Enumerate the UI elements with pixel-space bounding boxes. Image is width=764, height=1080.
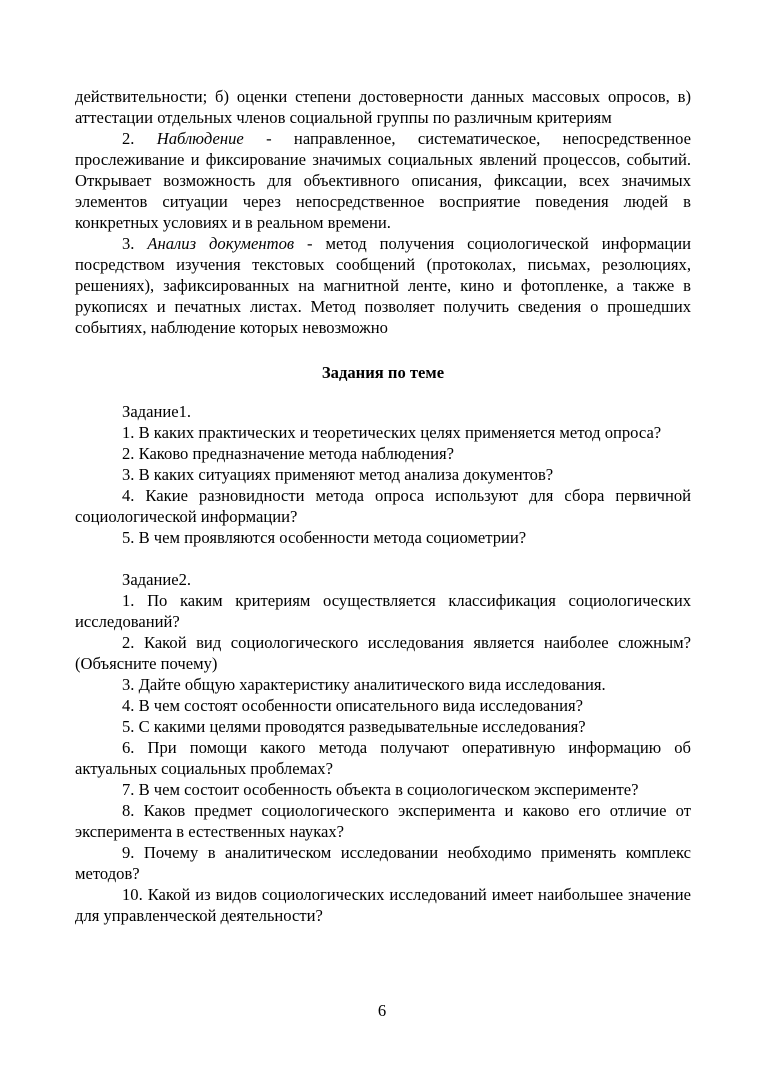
task2-title: Задание2. — [122, 570, 192, 589]
document-analysis-definition: - метод получения социологической информации посредством изучения текстовых сообщений (протоколах, письмах, резолюциях, решениях), зафиксированных на магнитной ленте, кино и фотопленке, а также в рукописях и печатных листах. Метод позволяет получить сведения о прошедших событиях, наблюдение которых невозможно — [75, 234, 691, 337]
observation-term: Наблюдение — [156, 129, 244, 148]
task2-question-4: 4. В чем состоят особенности описательного вида исследования? — [122, 696, 583, 715]
observation-definition: - направленное, систематическое, непосредственное прослеживание и фиксирование значимых социальных явлений процессов, событий. Открывает возможность для объективного описания, фиксации, всех значимых элементов ситуации через непосредственное восприятие поведения людей в конкретных условиях и в реальном времени. — [75, 129, 692, 232]
task2-question-8: 8. Каков предмет социологического эксперимента и каково его отличие от эксперимента в естественных науках? — [75, 801, 691, 841]
task2-question-2: 2. Какой вид социологического исследования является наиболее сложным? (Объясните почему) — [75, 633, 691, 673]
document-analysis-paragraph — [75, 233, 691, 338]
task1-question-2: 2. Каково предназначение метода наблюдения? — [122, 444, 454, 463]
task2-question-9: 9. Почему в аналитическом исследовании необходимо применять комплекс методов? — [75, 843, 691, 883]
task1-question-3: 3. В каких ситуациях применяют метод анализа документов? — [122, 465, 554, 484]
observation-paragraph — [75, 128, 691, 233]
task1-question-5: 5. В чем проявляются особенности метода социометрии? — [122, 528, 527, 547]
page-number: 6 — [377, 1001, 387, 1020]
task2-question-10: 10. Какой из видов социологических исследований имеет наибольшее значение для управленческой деятельности? — [75, 885, 691, 925]
task1-title: Задание1. — [122, 402, 192, 421]
page-content — [75, 86, 691, 926]
observation-number: 2. — [122, 129, 157, 148]
document-analysis-number: 3. — [122, 234, 148, 253]
task2-question-1: 1. По каким критериям осуществляется классификация социологических исследований? — [75, 591, 691, 631]
document-analysis-term: Анализ документов — [147, 234, 295, 253]
task2-question-5: 5. С какими целями проводятся разведывательные исследования? — [122, 717, 586, 736]
spacer — [75, 548, 691, 569]
task1-question-4: 4. Какие разновидности метода опроса используют для сбора первичной социологической информации? — [75, 486, 691, 526]
task2-question-6: 6. При помощи какого метода получают оперативную информацию об актуальных социальных проблемах? — [75, 738, 691, 778]
continuation-paragraph: действительности; б) оценки степени достоверности данных массовых опросов, в) аттестации отдельных членов социальной группы по различным критериям — [75, 87, 691, 127]
section-heading: Задания по теме — [321, 363, 445, 382]
task2-question-3: 3. Дайте общую характеристику аналитического вида исследования. — [122, 675, 606, 694]
task1-question-1: 1. В каких практических и теоретических целях применяется метод опроса? — [122, 423, 662, 442]
task2-question-7: 7. В чем состоит особенность объекта в социологическом эксперименте? — [122, 780, 639, 799]
